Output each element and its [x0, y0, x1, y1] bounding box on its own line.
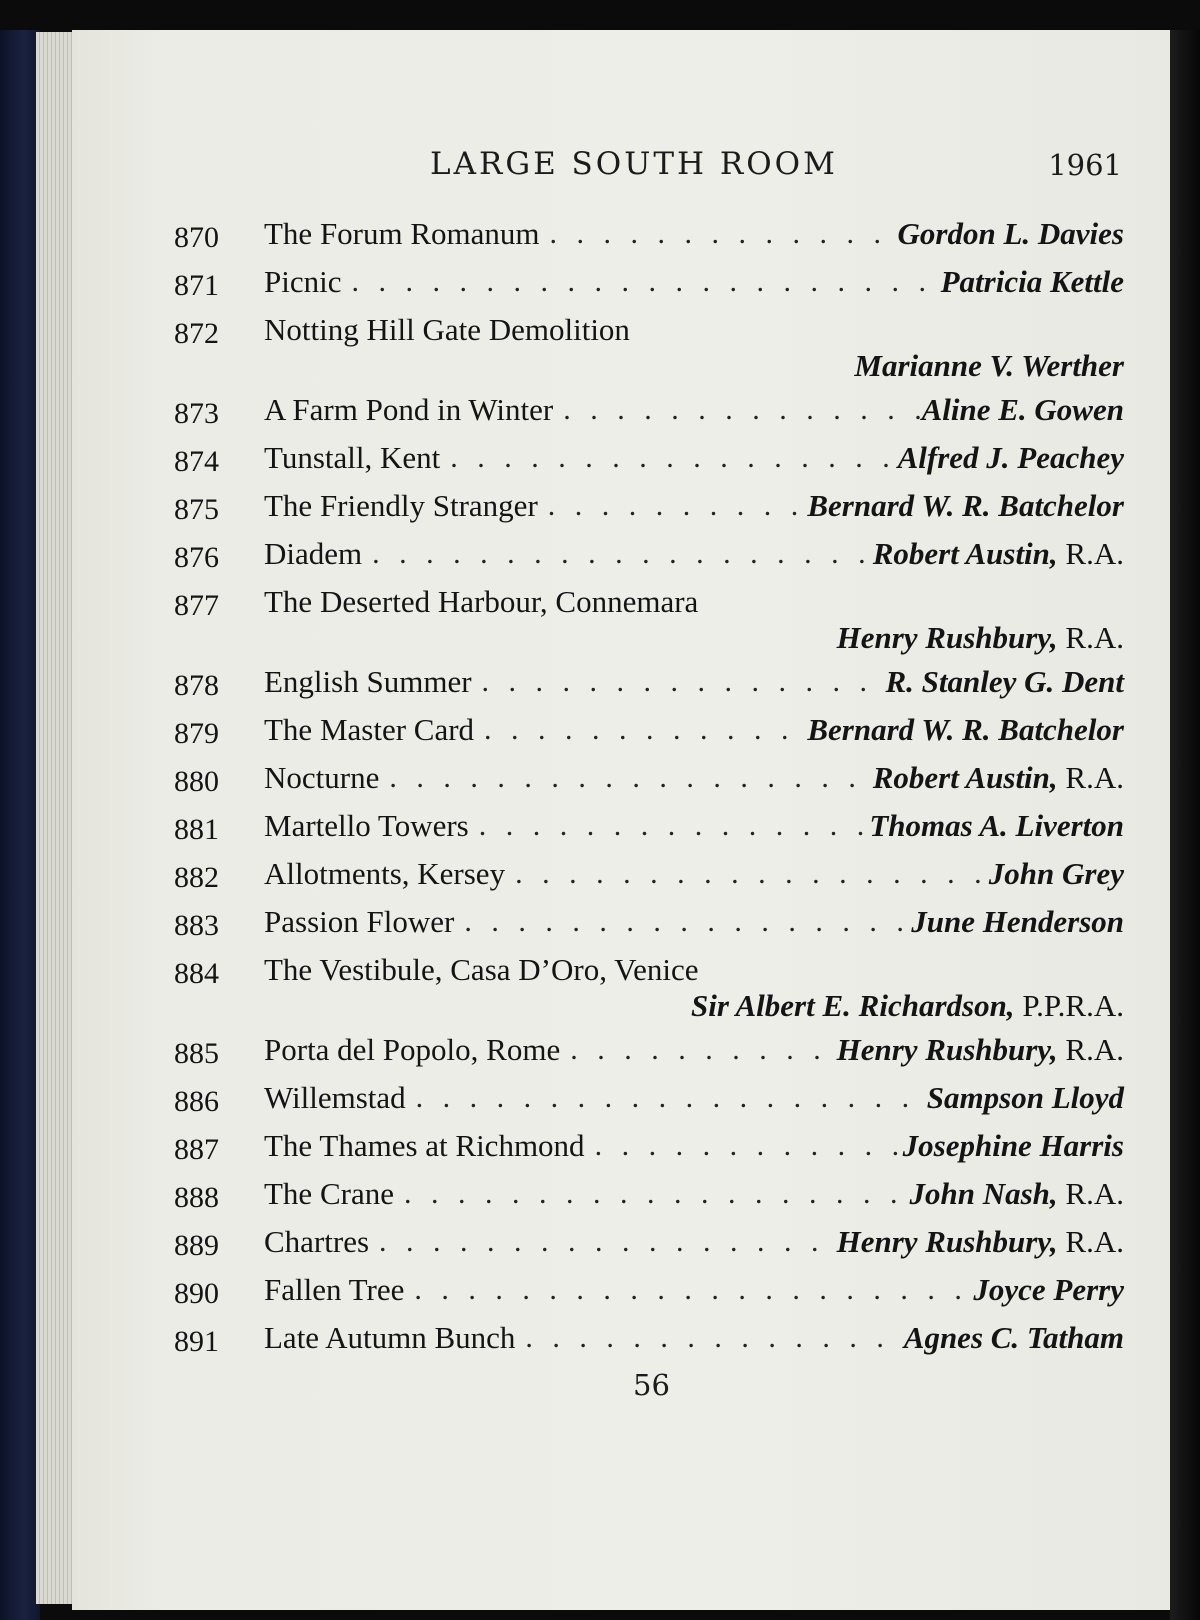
artist-name: Bernard W. R. Batchelor — [807, 488, 1124, 523]
entry-artist — [911, 904, 1124, 940]
catalogue-entry — [174, 210, 1124, 258]
entry-number: 888 — [174, 1181, 219, 1214]
artist-name: Alfred J. Peachey — [897, 440, 1124, 475]
artist-name: Robert Austin, — [872, 536, 1058, 571]
entry-artist — [904, 1320, 1124, 1356]
catalogue-entry — [174, 1074, 1124, 1122]
entry-title: Nocturne — [264, 760, 380, 795]
entry-row — [174, 658, 1124, 706]
artist-name: Patricia Kettle — [940, 264, 1124, 299]
entry-title: The Deserted Harbour, Connemara — [264, 584, 699, 619]
entry-number: 882 — [174, 861, 219, 894]
entry-title: Diadem — [264, 536, 363, 571]
entry-number: 871 — [174, 269, 219, 302]
entry-number: 875 — [174, 493, 219, 526]
entry-title: Willemstad — [264, 1080, 406, 1115]
entry-row — [174, 1170, 1124, 1218]
exhibition-year: 1961 — [1048, 148, 1122, 182]
entry-title: English Summer — [264, 664, 472, 699]
artist-name: Josephine Harris — [902, 1128, 1124, 1163]
entry-title: Fallen Tree — [264, 1272, 405, 1307]
entry-artist — [941, 264, 1124, 300]
dot-leader — [404, 1273, 973, 1307]
entry-artist — [909, 1176, 1124, 1212]
dot-leader — [560, 1033, 836, 1067]
dot-leader — [454, 905, 911, 939]
entry-number: 886 — [174, 1085, 219, 1118]
dot-leader — [469, 809, 870, 843]
entry-title: The Friendly Stranger — [264, 488, 538, 523]
entry-artist — [869, 808, 1124, 844]
artist-honours: R.A. — [1065, 760, 1124, 795]
entry-artist — [898, 440, 1124, 476]
entry-title: Notting Hill Gate Demolition — [264, 312, 630, 347]
entry-number: 873 — [174, 397, 219, 430]
catalogue-entry — [174, 530, 1124, 578]
entry-row — [174, 434, 1124, 482]
dot-leader — [538, 489, 808, 523]
entry-title: The Vestibule, Casa D’Oro, Venice — [264, 952, 699, 987]
entry-artist — [837, 1032, 1124, 1068]
room-title: LARGE SOUTH ROOM — [430, 146, 838, 182]
dot-leader — [553, 393, 921, 427]
catalogue-entry — [174, 1314, 1124, 1362]
artist-honours: R.A. — [1065, 620, 1124, 655]
entry-artist — [927, 1080, 1124, 1116]
entry-row — [174, 530, 1124, 578]
entry-row — [174, 946, 1124, 994]
artist-honours: R.A. — [1065, 1176, 1124, 1211]
running-header — [72, 146, 1172, 190]
catalogue-entry-list — [174, 210, 1174, 1362]
entry-artist — [885, 664, 1124, 700]
entry-number: 879 — [174, 717, 219, 750]
entry-row — [174, 898, 1124, 946]
catalogue-entry — [174, 802, 1124, 850]
entry-number: 880 — [174, 765, 219, 798]
book-binding — [0, 30, 40, 1620]
dot-leader — [379, 761, 872, 795]
catalogue-entry — [174, 306, 1124, 383]
entry-number: 878 — [174, 669, 219, 702]
entry-artist — [807, 712, 1124, 748]
artist-name: Henry Rushbury, — [836, 1032, 1058, 1067]
catalogue-entry — [174, 482, 1124, 530]
catalogue-entry — [174, 1218, 1124, 1266]
entry-title: The Crane — [264, 1176, 394, 1211]
entry-number: 876 — [174, 541, 219, 574]
artist-name: Robert Austin, — [872, 760, 1058, 795]
artist-name: Sir Albert E. Richardson, — [690, 988, 1015, 1023]
entry-number: 872 — [174, 317, 219, 350]
artist-name: Marianne V. Werther — [854, 348, 1124, 383]
entry-title: Tunstall, Kent — [264, 440, 441, 475]
entry-row — [174, 1314, 1124, 1362]
entry-title: Picnic — [264, 264, 342, 299]
entry-row — [174, 386, 1124, 434]
entry-row — [174, 210, 1124, 258]
catalogue-entry — [174, 850, 1124, 898]
entry-number: 889 — [174, 1229, 219, 1262]
dot-leader — [342, 265, 941, 299]
entry-artist — [873, 760, 1124, 796]
catalogue-entry — [174, 1122, 1124, 1170]
dot-leader — [540, 217, 898, 251]
catalogue-entry — [174, 658, 1124, 706]
entry-number: 881 — [174, 813, 219, 846]
artist-name: Henry Rushbury, — [836, 620, 1058, 655]
catalogue-entry — [174, 434, 1124, 482]
dot-leader — [505, 857, 989, 891]
entry-number: 883 — [174, 909, 219, 942]
catalogue-entry — [174, 1170, 1124, 1218]
artist-name: Joyce Perry — [973, 1272, 1124, 1307]
entry-number: 870 — [174, 221, 219, 254]
catalogue-entry — [174, 258, 1124, 306]
entry-row — [174, 1122, 1124, 1170]
entry-artist — [837, 1224, 1124, 1260]
entry-artist — [898, 216, 1124, 252]
dot-leader — [585, 1129, 903, 1163]
artist-name: Bernard W. R. Batchelor — [807, 712, 1124, 747]
catalogue-entry — [174, 1026, 1124, 1074]
artist-honours: R.A. — [1065, 1224, 1124, 1259]
catalogue-entry — [174, 898, 1124, 946]
entry-title: The Thames at Richmond — [264, 1128, 585, 1163]
dot-leader — [472, 665, 886, 699]
entry-title: Allotments, Kersey — [264, 856, 506, 891]
entry-number: 874 — [174, 445, 219, 478]
right-shadow — [1170, 30, 1200, 1620]
entry-title: Porta del Popolo, Rome — [264, 1032, 561, 1067]
entry-title: Martello Towers — [264, 808, 469, 843]
artist-name: John Grey — [988, 856, 1124, 891]
catalogue-entry — [174, 946, 1124, 1023]
entry-row — [174, 306, 1124, 354]
entry-artist — [973, 1272, 1124, 1308]
entry-artist — [873, 536, 1124, 572]
entry-title: A Farm Pond in Winter — [264, 392, 554, 427]
entry-row — [174, 802, 1124, 850]
artist-name: June Henderson — [911, 904, 1124, 939]
entry-row — [174, 706, 1124, 754]
entry-title: Passion Flower — [264, 904, 455, 939]
entry-title: The Master Card — [264, 712, 475, 747]
dot-leader — [515, 1321, 903, 1355]
entry-title: The Forum Romanum — [264, 216, 540, 251]
entry-number: 877 — [174, 589, 219, 622]
entry-row — [174, 1074, 1124, 1122]
artist-honours: R.A. — [1065, 536, 1124, 571]
entry-row — [174, 1218, 1124, 1266]
dot-leader — [406, 1081, 927, 1115]
entry-number: 885 — [174, 1037, 219, 1070]
page-number: 56 — [633, 1368, 670, 1402]
artist-name: Agnes C. Tatham — [903, 1320, 1124, 1355]
catalogue-entry — [174, 754, 1124, 802]
entry-number: 890 — [174, 1277, 219, 1310]
catalogue-entry — [174, 1266, 1124, 1314]
dot-leader — [394, 1177, 910, 1211]
artist-name: R. Stanley G. Dent — [885, 664, 1124, 699]
entry-title: Late Autumn Bunch — [264, 1320, 516, 1355]
entry-row — [174, 482, 1124, 530]
entry-number: 884 — [174, 957, 219, 990]
entry-row — [174, 1026, 1124, 1074]
entry-artist — [922, 392, 1124, 428]
entry-row — [174, 258, 1124, 306]
artist-name: Sampson Lloyd — [926, 1080, 1124, 1115]
entry-artist — [807, 488, 1124, 524]
entry-row — [174, 1266, 1124, 1314]
entry-number: 887 — [174, 1133, 219, 1166]
dot-leader — [362, 537, 873, 571]
artist-honours: R.A. — [1065, 1032, 1124, 1067]
artist-name: John Nash, — [909, 1176, 1058, 1211]
entry-row — [174, 850, 1124, 898]
dot-leader — [474, 713, 807, 747]
entry-artist — [989, 856, 1124, 892]
dot-leader — [369, 1225, 837, 1259]
entry-title: Chartres — [264, 1224, 370, 1259]
catalogue-entry — [174, 386, 1124, 434]
entry-row — [174, 754, 1124, 802]
entry-artist — [903, 1128, 1124, 1164]
catalogue-entry — [174, 706, 1124, 754]
entry-row — [174, 578, 1124, 626]
dot-leader — [440, 441, 897, 475]
catalogue-entry — [174, 578, 1124, 655]
artist-name: Aline E. Gowen — [921, 392, 1124, 427]
entry-number: 891 — [174, 1325, 219, 1358]
artist-name: Thomas A. Liverton — [869, 808, 1124, 843]
artist-name: Henry Rushbury, — [836, 1224, 1058, 1259]
artist-name: Gordon L. Davies — [897, 216, 1124, 251]
artist-honours: P.P.R.A. — [1022, 988, 1124, 1023]
